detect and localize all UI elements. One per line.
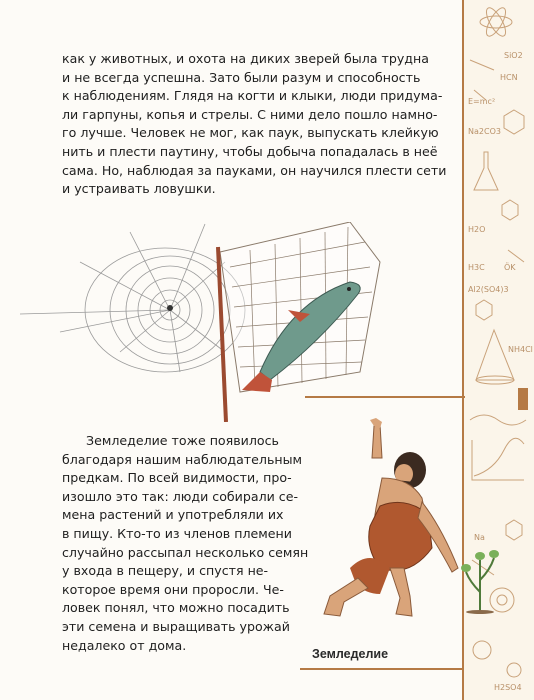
paragraph-hunting xyxy=(62,50,458,199)
text-line: изошло это так: люди собирали се- xyxy=(62,488,299,504)
svg-text:H3C: H3C xyxy=(468,263,485,272)
fishing-net-icon xyxy=(220,222,380,392)
text-line: ли гарпуны, копья и стрелы. С ними дело пошло намно- xyxy=(62,106,438,122)
text-line: мена растений и употребляли их xyxy=(62,507,284,523)
text-line: и не всегда успешна. Зато были разум и способность xyxy=(62,69,421,85)
text-line: нить и плести паутину, чтобы добыча попадалась в неё xyxy=(62,143,438,159)
svg-text:H2O: H2O xyxy=(468,225,486,234)
spider-icon xyxy=(167,305,173,311)
text-line: и устраивать ловушки. xyxy=(62,181,216,197)
page-edge-tab xyxy=(518,388,528,410)
svg-text:Na2CO3: Na2CO3 xyxy=(468,127,501,136)
text-line: случайно рассыпал несколько семян xyxy=(62,544,309,560)
caveman-illustration xyxy=(310,418,460,618)
svg-text:ÖK: ÖK xyxy=(504,263,516,272)
spider-web-and-net-illustration xyxy=(20,222,390,422)
text-line: к наблюдениям. Глядя на когти и клыки, люди придума- xyxy=(62,88,443,104)
figure-caption: Земледелие xyxy=(312,647,389,661)
text-line: предкам. По всей видимости, про- xyxy=(62,470,292,486)
svg-text:Al2(SO4)3: Al2(SO4)3 xyxy=(468,285,509,294)
text-line: эти семена и выращивать урожай xyxy=(62,618,290,634)
text-line: которое время они проросли. Че- xyxy=(62,581,284,597)
illustration-divider xyxy=(305,396,465,398)
text-line: го лучше. Человек не мог, как паук, выпускать клейкую xyxy=(62,125,439,141)
text-line: сама. Но, наблюдая за пауками, он научился плести сети xyxy=(62,162,447,178)
svg-text:H2SO4: H2SO4 xyxy=(494,683,522,692)
svg-text:HCN: HCN xyxy=(500,73,518,82)
caption-underline xyxy=(300,668,462,670)
text-line: как у животных, и охота на диких зверей была трудна xyxy=(62,51,429,66)
text-line: ловек понял, что можно посадить xyxy=(62,600,290,616)
spider-web-icon xyxy=(20,224,245,372)
text-line: у входа в пещеру, и спустя не- xyxy=(62,563,269,579)
text-line: в пищу. Кто-то из членов племени xyxy=(62,525,292,541)
sprout-icon xyxy=(460,540,500,614)
svg-text:E=mc²: E=mc² xyxy=(468,97,496,106)
svg-text:SiO2: SiO2 xyxy=(504,51,523,60)
svg-text:NH4Cl: NH4Cl xyxy=(508,345,533,354)
svg-text:Na: Na xyxy=(474,533,485,542)
text-line: недалеко от дома. xyxy=(62,637,187,653)
text-line: Земледелие тоже появилось xyxy=(86,433,279,448)
paragraph-agriculture xyxy=(62,432,309,655)
text-line: благодаря нашим наблюдательным xyxy=(62,451,303,467)
